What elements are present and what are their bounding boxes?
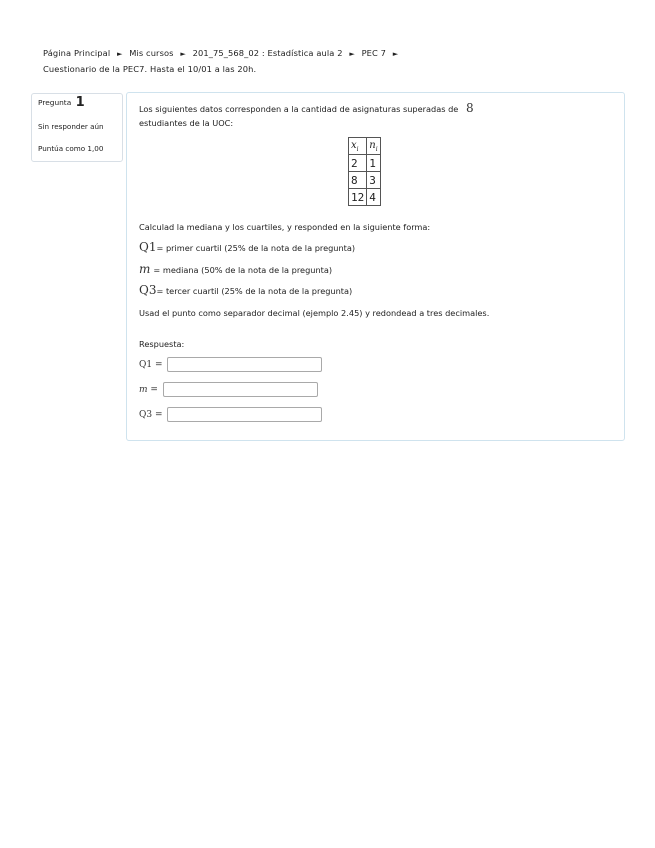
answer-input-q1[interactable] — [167, 357, 322, 372]
breadcrumb — [43, 46, 543, 77]
table-cell: 2 — [349, 155, 367, 172]
answer-label: Respuesta: — [139, 339, 185, 349]
breadcrumb-separator-icon: ► — [116, 50, 123, 58]
breadcrumb-course-link[interactable]: 201_75_568_02 : Estadística aula 2 — [192, 48, 343, 58]
definition-q3 — [139, 283, 352, 297]
answer-label-q1: Q1 = — [139, 359, 163, 370]
question-info-box — [31, 93, 123, 162]
answer-row-q1 — [139, 357, 322, 375]
breadcrumb-quiz-link[interactable]: Cuestionario de la PEC7. Hasta el 10/01 a las 20h. — [43, 64, 257, 74]
table-row — [349, 172, 381, 189]
answer-input-m[interactable] — [163, 382, 318, 397]
symbol-q1: Q1 — [139, 240, 157, 254]
answer-label-m: m = — [139, 384, 158, 395]
definition-q1 — [139, 240, 355, 254]
breadcrumb-separator-icon: ► — [392, 50, 399, 58]
question-intro2: estudiantes de la UOC: — [139, 118, 234, 128]
breadcrumb-home-link[interactable]: Página Principal — [43, 48, 111, 58]
question-intro-line — [139, 101, 474, 115]
table-cell: 3 — [367, 172, 380, 189]
question-grade: Puntúa como 1,00 — [38, 144, 104, 153]
frequency-table — [348, 137, 381, 206]
instruction-text: Calculad la mediana y los cuartiles, y responded en la siguiente forma: — [139, 222, 431, 232]
question-number-row — [38, 97, 85, 109]
table-cell: 1 — [367, 155, 380, 172]
definition-q3-text: = tercer cuartil (25% de la nota de la pregunta) — [156, 286, 353, 296]
question-label: Pregunta — [38, 98, 72, 107]
breadcrumb-courses-link[interactable]: Mis cursos — [129, 48, 174, 58]
table-cell: 12 — [349, 189, 367, 206]
question-state: Sin responder aún — [38, 122, 104, 131]
question-intro: Los siguientes datos corresponden a la cantidad de asignaturas superadas de — [139, 104, 459, 114]
symbol-q3: Q3 — [139, 283, 157, 297]
sample-size-value: 8 — [465, 101, 474, 115]
frequency-table-header — [349, 138, 381, 155]
table-cell: 4 — [367, 189, 380, 206]
table-row — [349, 155, 381, 172]
breadcrumb-separator-icon: ► — [349, 50, 355, 58]
answer-label-q3: Q3 = — [139, 409, 163, 420]
question-number: 1 — [75, 95, 85, 110]
header-ni: $n_i$ — [367, 138, 380, 155]
answer-input-q3[interactable] — [167, 407, 322, 422]
definition-m — [139, 262, 332, 276]
symbol-m: m — [139, 262, 151, 276]
definition-q1-text: = primer cuartil (25% de la nota de la pregunta) — [156, 243, 356, 253]
breadcrumb-section-link[interactable]: PEC 7 — [361, 48, 387, 58]
header-xi: $x_i$ — [349, 138, 367, 155]
answer-row-q3 — [139, 407, 322, 425]
question-content-box — [126, 92, 625, 441]
definition-m-text: = mediana (50% de la nota de la pregunta) — [153, 265, 333, 275]
breadcrumb-separator-icon: ► — [180, 50, 186, 58]
table-cell: 8 — [349, 172, 367, 189]
table-row — [349, 189, 381, 206]
answer-row-m — [139, 382, 318, 400]
decimal-note: Usad el punto como separador decimal (ejemplo 2.45) y redondead a tres decimales. — [139, 308, 490, 318]
